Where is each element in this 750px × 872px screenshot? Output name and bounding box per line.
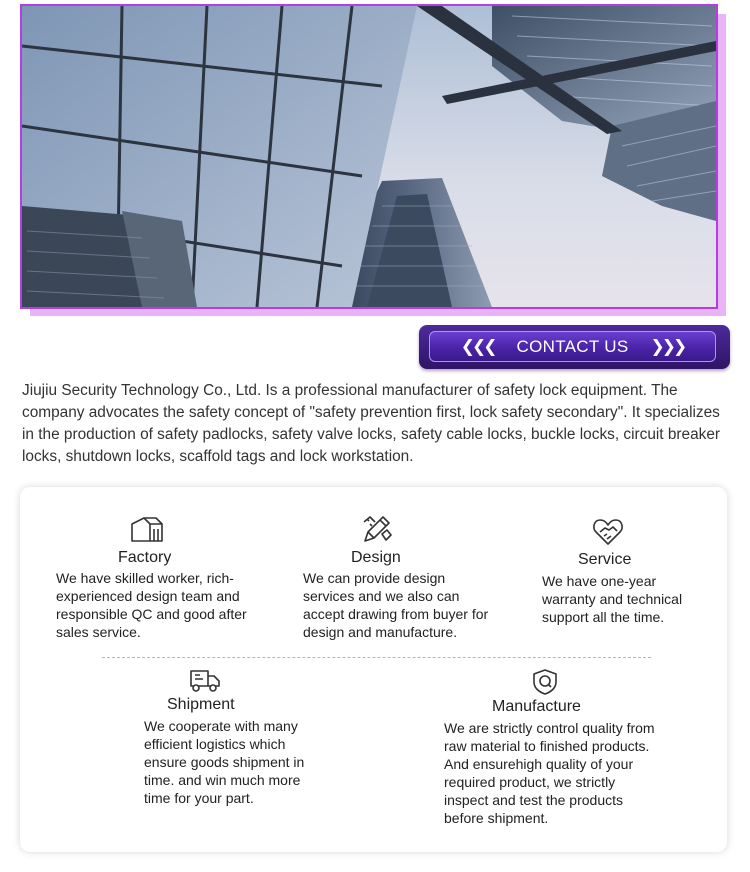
contact-us-label: CONTACT US: [516, 336, 629, 356]
feature-design-title: Design: [351, 549, 401, 566]
factory-icon: [129, 515, 165, 543]
feature-manufacture-title: Manufacture: [492, 698, 581, 715]
contact-us-button[interactable]: [419, 325, 730, 369]
feature-shipment-description: We cooperate with many efficient logistics which ensure goods shipment in time. and win much more time for your part.: [144, 718, 305, 806]
feature-manufacture-description: We are strictly control quality from raw material to finished products. And ensurehigh quality of your required product, we strictly inspect and test the products before shipment.: [444, 720, 655, 826]
design-icon: [361, 515, 393, 545]
feature-factory-title: Factory: [118, 549, 172, 566]
feature-factory-description: We have skilled worker, rich-experienced design team and responsible QC and good after sales service.: [56, 570, 247, 640]
double-chevron-left-icon: ❮❮❮: [460, 336, 495, 357]
company-intro: Jiujiu Security Technology Co., Ltd. Is a professional manufacturer of safety lock equipment. The company advocates the safety concept of "safety prevention first, lock safety secondary". It specializes in the production of safety padlocks, safety valve locks, safety cable locks, buckle locks, circuit breaker locks, shutdown locks, scaffold tags and lock workstation.: [22, 382, 721, 465]
feature-service-description: We have one-year warranty and technical support all the time.: [542, 573, 683, 625]
hero-banner: [20, 4, 718, 309]
features-card: [20, 487, 727, 852]
handshake-heart-icon: [592, 517, 624, 547]
skyscraper-image: [22, 6, 716, 307]
feature-design-description: We can provide design services and we also can accept drawing from buyer for design and manufacture.: [303, 570, 489, 640]
feature-service-title: Service: [578, 551, 632, 568]
double-chevron-right-icon: ❯❯❯: [650, 336, 685, 357]
contact-us-button-face[interactable]: [429, 331, 716, 362]
truck-icon: [189, 669, 221, 693]
feature-shipment-title: Shipment: [167, 696, 235, 713]
quality-shield-icon: [532, 668, 558, 696]
features-divider: [102, 657, 651, 658]
